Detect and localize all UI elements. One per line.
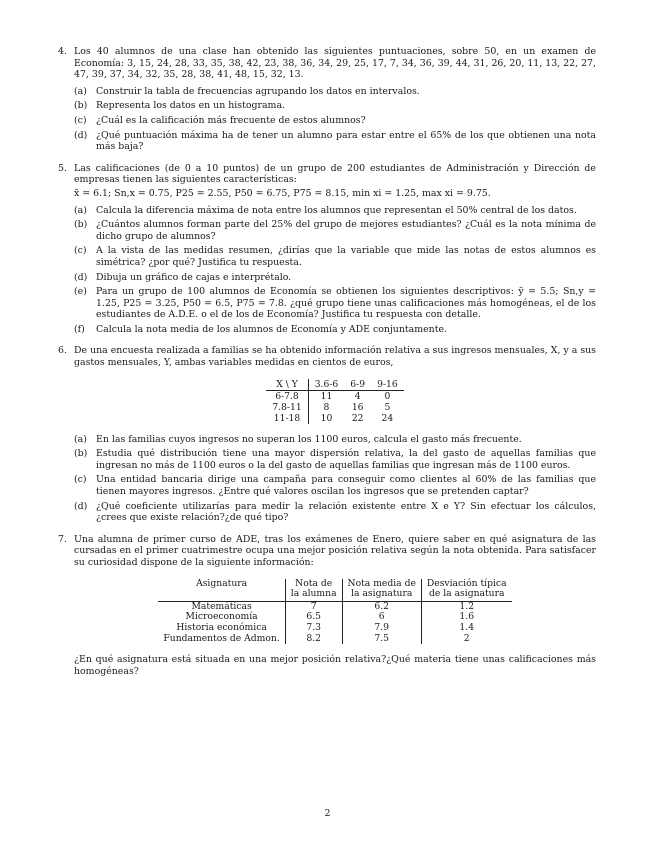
grades-table (158, 579, 511, 645)
question-text: ¿Qué puntuación máxima ha de tener un alumno para estar entre el 65% de los que obtienen una nota más baja? (96, 129, 596, 153)
question-text: A la vista de las medidas resumen, ¿dirías que la variable que mide las notas de estos alumnos es simétrica? ¿por qué? Justifica tu respuesta. (96, 245, 596, 268)
page-number: 2 (324, 808, 331, 819)
table-cell: 7.3 (285, 623, 342, 634)
problem-5 (58, 163, 596, 336)
question-label: (b) (74, 448, 88, 460)
table-row (158, 634, 511, 645)
subject-cell: Fundamentos de Admon. (163, 632, 280, 644)
question-item (74, 448, 596, 471)
question-item (74, 86, 596, 98)
question-item (74, 245, 596, 268)
question-item (74, 130, 596, 153)
closing-question: ¿En qué asignatura está situada en una mejor posición relativa?¿Qué materia tiene unas calificaciones más homogéneas? (74, 654, 596, 677)
problem-4 (58, 46, 596, 153)
question-item (74, 474, 596, 497)
question-item (74, 501, 596, 524)
question-item (74, 434, 596, 446)
question-text: Construir la tabla de frecuencias agrupando los datos en intervalos. (96, 85, 420, 97)
question-label: (d) (74, 500, 88, 512)
subject-cell: Microeconomía (185, 611, 258, 623)
question-text: ¿Cuál es la calificación más frecuente de estos alumnos? (96, 114, 366, 126)
question-label: (a) (74, 433, 87, 445)
table-row (158, 623, 511, 634)
question-text: Estudia qué distribución tiene una mayor dispersión relativa, la del gasto de aquellas familias que ingresan no más de 1100 euros o la del gasto de aquellas familias que ingresan más de 1100 euros. (96, 448, 596, 471)
question-label: (d) (74, 271, 88, 283)
question-item (74, 205, 596, 217)
problem-number: 6. (58, 345, 67, 357)
question-text: Para un grupo de 100 alumnos de Economía se obtienen los siguientes descriptivos: ȳ = 5.5; Sn,y = 1.25, P25 = 3.25, P50 = 6.5, P75 = 7.8. ¿qué grupo tiene unas calificaciones más homogéneas, el de los estudiantes de A.D.E. o el de los de Economía? Justifica tu respuesta con detalle. (96, 286, 596, 321)
problem-number: 4. (58, 46, 67, 57)
column-header: 6-9 (344, 379, 371, 391)
question-label: (e) (74, 286, 87, 298)
question-label: (c) (74, 114, 87, 126)
table-cell: 1.2 (421, 601, 511, 612)
problem-number: 7. (58, 533, 67, 545)
table-row (266, 402, 403, 413)
problem-statement: Las calificaciones (de 0 a 10 puntos) de un grupo de 200 estudiantes de Administración y Dirección de empresas tienen las siguientes características: (74, 162, 596, 186)
table-cell: 11 (320, 390, 333, 402)
problem-statement: Los 40 alumnos de una clase han obtenido las siguientes puntuaciones, sobre 50, en un examen de Economía: 3, 15, 24, 28, 33, 35, 38, 42, 23, 38, 36, 34, 29, 25, 17, 7, 34, 36, 39, 44, 31, 26, 20, 11, 13, 22, 27, 47, 39, 37, 34, 32, 35, 28, 38, 41, 48, 15, 32, 13. (74, 46, 596, 81)
question-item (74, 272, 596, 284)
column-header: 3.6-6 (308, 379, 344, 391)
table-cell: 10 (320, 412, 333, 424)
question-label: (f) (74, 323, 85, 335)
row-header: 7.8-11 (266, 402, 308, 413)
table-row (266, 390, 403, 402)
column-header: Desviación típica de la asignatura (421, 579, 511, 602)
table-cell: 7.9 (342, 623, 421, 634)
question-text: ¿Qué coeficiente utilizarías para medir la relación existente entre X e Y? Sin efectuar los cálculos, ¿crees que existe relación?¿de qué tipo? (96, 500, 596, 524)
problem-6 (58, 345, 596, 523)
question-item (74, 115, 596, 127)
table-cell: 8 (323, 401, 330, 413)
contingency-table (266, 379, 403, 424)
question-list (74, 434, 596, 524)
question-list (74, 86, 596, 153)
question-list (74, 205, 596, 336)
question-label: (a) (74, 85, 87, 97)
column-header: Nota media de la asignatura (342, 579, 421, 602)
table-cell: 6 (342, 612, 421, 623)
column-header: Asignatura (158, 579, 285, 602)
column-header: Nota de la alumna (285, 579, 342, 602)
table-cell: 4 (354, 390, 361, 402)
question-label: (c) (74, 474, 87, 486)
question-text: En las familias cuyos ingresos no superan los 1100 euros, calcula el gasto más frecuente. (96, 433, 522, 445)
question-text: Representa los datos en un histograma. (96, 100, 286, 112)
row-header: 11-18 (266, 413, 308, 424)
question-text: Calcula la diferencia máxima de nota entre los alumnos que representan el 50% central de los datos. (96, 204, 577, 216)
table-cell: 7 (285, 601, 342, 612)
table-cell: 16 (351, 401, 364, 413)
question-item (74, 324, 596, 336)
table-cell: 6.5 (285, 612, 342, 623)
question-label: (d) (74, 129, 88, 141)
table-cell: 1.4 (421, 623, 511, 634)
table-cell: 8.2 (285, 634, 342, 645)
table-cell: 6.2 (342, 601, 421, 612)
summary-formula: x̄ = 6.1; Sn,x = 0.75, P25 = 2.55, P50 = 6.75, P75 = 8.15, min xi = 1.25, max xi = 9.75. (74, 187, 491, 199)
page-content (58, 46, 596, 687)
question-text: Una entidad bancaria dirige una campaña para conseguir como clientes al 60% de las familias que tienen mayores ingresos. ¿Entre qué valores oscilan los ingresos que se pretenden captar? (96, 474, 596, 498)
table-cell: 1.6 (421, 612, 511, 623)
subject-cell: Historia económica (176, 621, 267, 633)
table-cell: 5 (384, 401, 391, 413)
question-text: Calcula la nota media de los alumnos de Economía y ADE conjuntamente. (96, 323, 447, 335)
table-cell: 7.5 (342, 634, 421, 645)
problem-statement: De una encuesta realizada a familias se ha obtenido información relativa a sus ingresos mensuales, X, y a sus gastos mensuales, Y, ambas variables medidas en cientos de euros, (74, 345, 596, 369)
table-cell: 0 (384, 390, 391, 402)
question-item (74, 286, 596, 321)
question-label: (c) (74, 245, 87, 257)
question-item (74, 219, 596, 242)
problem-statement: Una alumna de primer curso de ADE, tras los exámenes de Enero, quiere saber en qué asignatura de las cursadas en el primer cuatrimestre ocupa una mejor posición relativa según la nota obtenida. Para satisfacer su curiosidad dispone de la siguiente información: (74, 533, 596, 568)
table-corner-header: X \ Y (266, 379, 308, 391)
column-header: 9-16 (371, 379, 404, 391)
question-label: (b) (74, 100, 88, 112)
problem-number: 5. (58, 162, 67, 174)
row-header: 6-7.8 (266, 390, 308, 402)
subject-cell: Matemáticas (191, 600, 252, 612)
table-row (266, 413, 403, 424)
table-cell: 2 (421, 634, 511, 645)
question-label: (a) (74, 204, 87, 216)
table-cell: 24 (381, 412, 394, 424)
table-cell: 22 (351, 412, 364, 424)
question-text: Dibuja un gráfico de cajas e interprétalo. (96, 271, 292, 283)
question-text: ¿Cuántos alumnos forman parte del 25% del grupo de mejores estudiantes? ¿Cuál es la nota mínima de dicho grupo de alumnos? (96, 219, 596, 242)
question-item (74, 100, 596, 112)
problem-7 (58, 534, 596, 678)
question-label: (b) (74, 219, 88, 231)
